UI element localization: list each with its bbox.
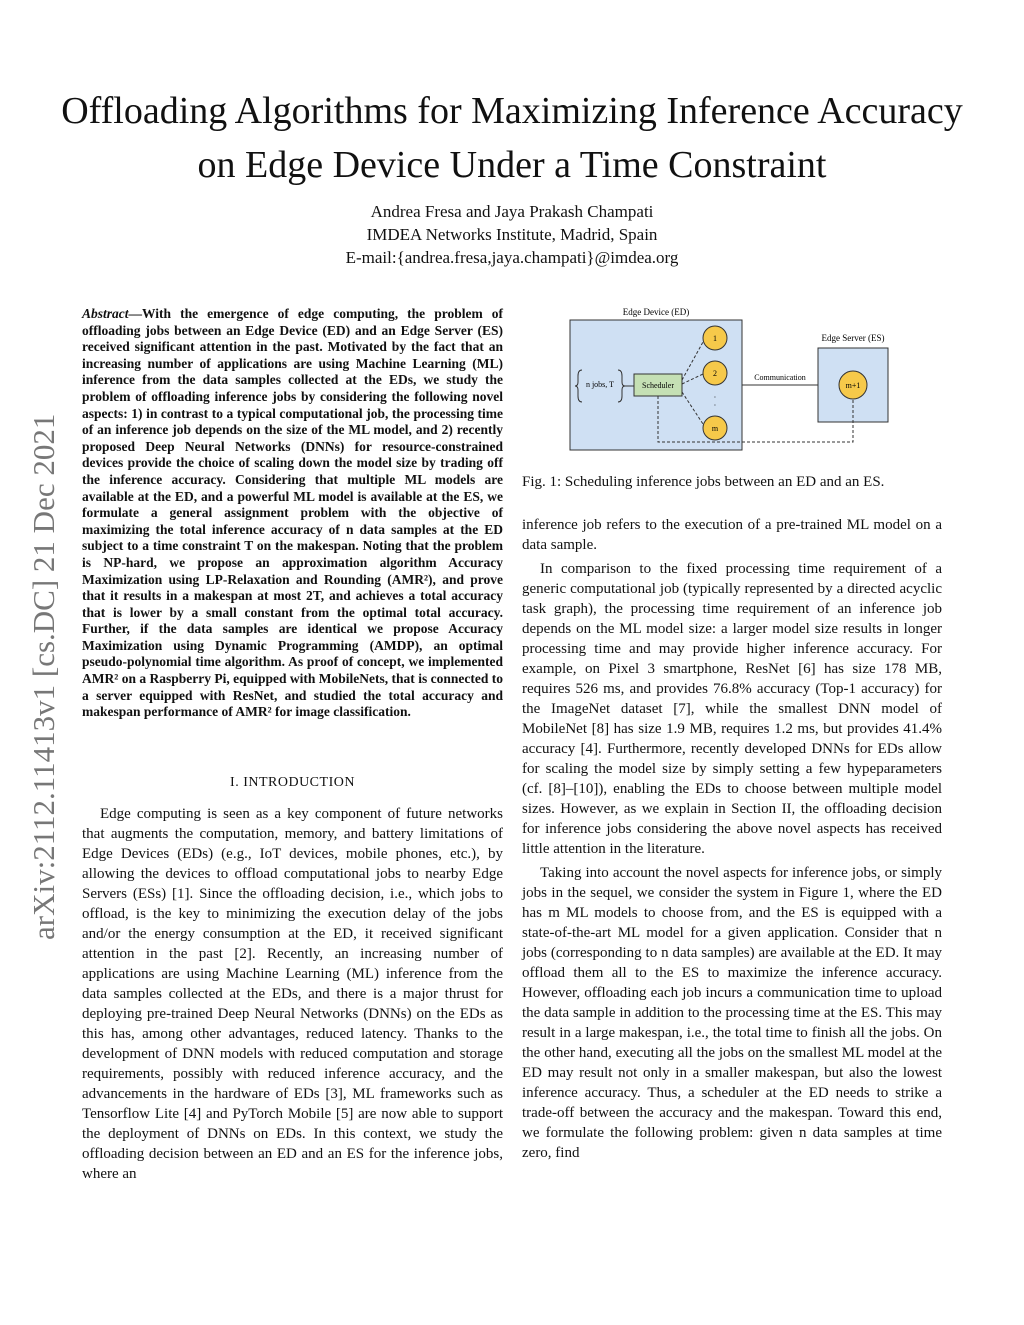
abstract-text: —With the emergence of edge computing, the problem of offloading jobs between an Edge Device (ED) and an Edge Server (ES) received significant attention in the past. Motivated by the fact that an increasing number of applications are using Machine Learning (ML) inference from the data samples collected at the EDs, we study the problem of offloading inference jobs by considering the following novel aspects: 1) in contrast to a typical computational job, the processing time of an inference job depends on the size of the ML model, and 2) recently proposed Deep Neural Networks (DNNs) for resource-constrained devices provide the choice of scaling down the model size by trading off the inference accuracy. Considering that multiple ML models are available at the ED, and a powerful ML model is available at the ES, we formulate a general assignment problem with the objective of maximizing the total inference accuracy of n data samples at the ED subject to a time constraint T on the makespan. Noting that the problem is NP-hard, we propose an approximation algorithm Accuracy Maximization using LP-Relaxation and Rounding (AMR²), and prove that it results in a makespan at most 2T, and achieves a total accuracy that is lower by a small constant from the optimal total accuracy. Further, if the data samples are identical we propose Accuracy Maximization using Dynamic Programming (AMDP), an optimal pseudo-polynomial time algorithm. As proof of concept, we implemented AMR² on a Raspberry Pi, equipped with MobileNets, that is connected to a server equipped with ResNet, and studied the total accuracy and makespan performance of AMR² for image classification. — [82, 306, 503, 720]
figure-caption: Fig. 1: Scheduling inference jobs between an ED and an ES. — [522, 474, 885, 490]
model-node-m-label: m — [711, 424, 719, 433]
jobs-label: n jobs, T — [585, 380, 615, 389]
communication-label: Communication — [754, 373, 806, 382]
ellipsis: · — [713, 393, 717, 402]
author-affiliation: IMDEA Networks Institute, Madrid, Spain — [366, 225, 658, 244]
paper-title: Offloading Algorithms for Maximizing Inference Accuracy on Edge Device Under a Time Constraint — [61, 90, 963, 186]
author-email: E-mail:{andrea.fresa,jaya.champati}@imdea.org — [345, 248, 679, 267]
model-node-2-label: 2 — [713, 369, 717, 378]
ed-label: Edge Device (ED) — [622, 307, 690, 317]
arxiv-watermark: arXiv:2112.11413v1 [cs.DC] 21 Dec 2021 — [26, 413, 61, 940]
abstract-lead: Abstract — [82, 306, 129, 321]
model-node-1-label: 1 — [713, 334, 717, 343]
system-figure — [560, 300, 940, 460]
abstract — [82, 306, 503, 721]
svg-text:·: · — [713, 401, 717, 410]
right-column — [522, 515, 942, 1163]
intro-paragraph: Edge computing is seen as a key component of future networks that augments the computation, memory, and battery limitations of Edge Devices (EDs) (e.g., IoT devices, mobile phones, etc.), by allowing the devices to offload computational jobs to nearby Edge Servers (ESs) [1]. Since the offloading decision, i.e., which jobs to offload, is the key to minimizing the execution delay of the jobs and/or the energy consumption at the ED, it received significant attention in the past [2]. Recently, an increasing number of applications are using Machine Learning (ML) inference from the data samples collected at the EDs, and there is a major thrust for deploying pre-trained Deep Neural Networks (DNNs) on the EDs as this has, among other advantages, reduced latency. Thanks to the development of DNN models with reduced computation and storage requirements, possibly with reduced inference accuracy, and the advancements in the hardware of EDs [3], ML frameworks such as Tensorflow Lite [4] and PyTorch Mobile [5] are now able to support the deployment of DNNs on EDs. In this context, we study the offloading decision between an ED and an ES for the inference jobs, where an — [82, 806, 503, 1182]
scheduler-label: Scheduler — [642, 381, 674, 390]
right-paragraph-2: In comparison to the fixed processing time requirement of a generic computational job (typically represented by a directed acyclic task graph), the processing time requirement of an inference job depends on the ML model size: a larger model size results in longer processing time and may provide higher inference accuracy. For example, on Pixel 3 smartphone, ResNet [6] has size 178 MB, requires 526 ms, and provides 76.8% accuracy (Top-1 accuracy) for the ImageNet dataset [7], while the smallest DNN model of MobileNet [8] has size 1.9 MB, requires 1.2 ms, but provides 41.4% accuracy [4]. Furthermore, recently developed DNNs for EDs allow for scaling the model size by simply setting a few hypeparameters (cf. [8]–[10]), enabling the EDs to choose between multiple model sizes. However, as we explain in Section II, the offloading decision for inference jobs considering the above novel aspects has received little attention in the literature. — [522, 561, 942, 857]
author-names: Andrea Fresa and Jaya Prakash Champati — [370, 202, 654, 221]
server-node-label: m+1 — [845, 381, 861, 390]
es-label: Edge Server (ES) — [821, 333, 885, 343]
section-heading: I. INTRODUCTION — [230, 775, 355, 790]
author-block — [200, 200, 824, 269]
right-paragraph-3: Taking into account the novel aspects for inference jobs, or simply jobs in the sequel, we consider the system in Figure 1, where the ED has m ML models to choose from, and the ES is equipped with a state-of-the-art ML model for a given application. Consider that n jobs (corresponding to n data samples) are available at the ED. It may offload them all to the ES to maximize the inference accuracy. However, offloading each job incurs a communication time to upload the data sample in addition to the processing time at the ES. This may result in a large makespan, i.e., the total time to finish all the jobs. On the other hand, executing all the jobs on the smallest ML model at the ED may result not only in a smaller makespan, but also the lowest inference accuracy. Thus, a scheduler at the ED needs to strike a trade-off between the accuracy and the makespan. Toward this end, we formulate the following problem: given n data samples at time zero, find — [522, 865, 942, 1161]
right-paragraph-1: inference job refers to the execution of a pre-trained ML model on a data sample. — [522, 517, 942, 553]
